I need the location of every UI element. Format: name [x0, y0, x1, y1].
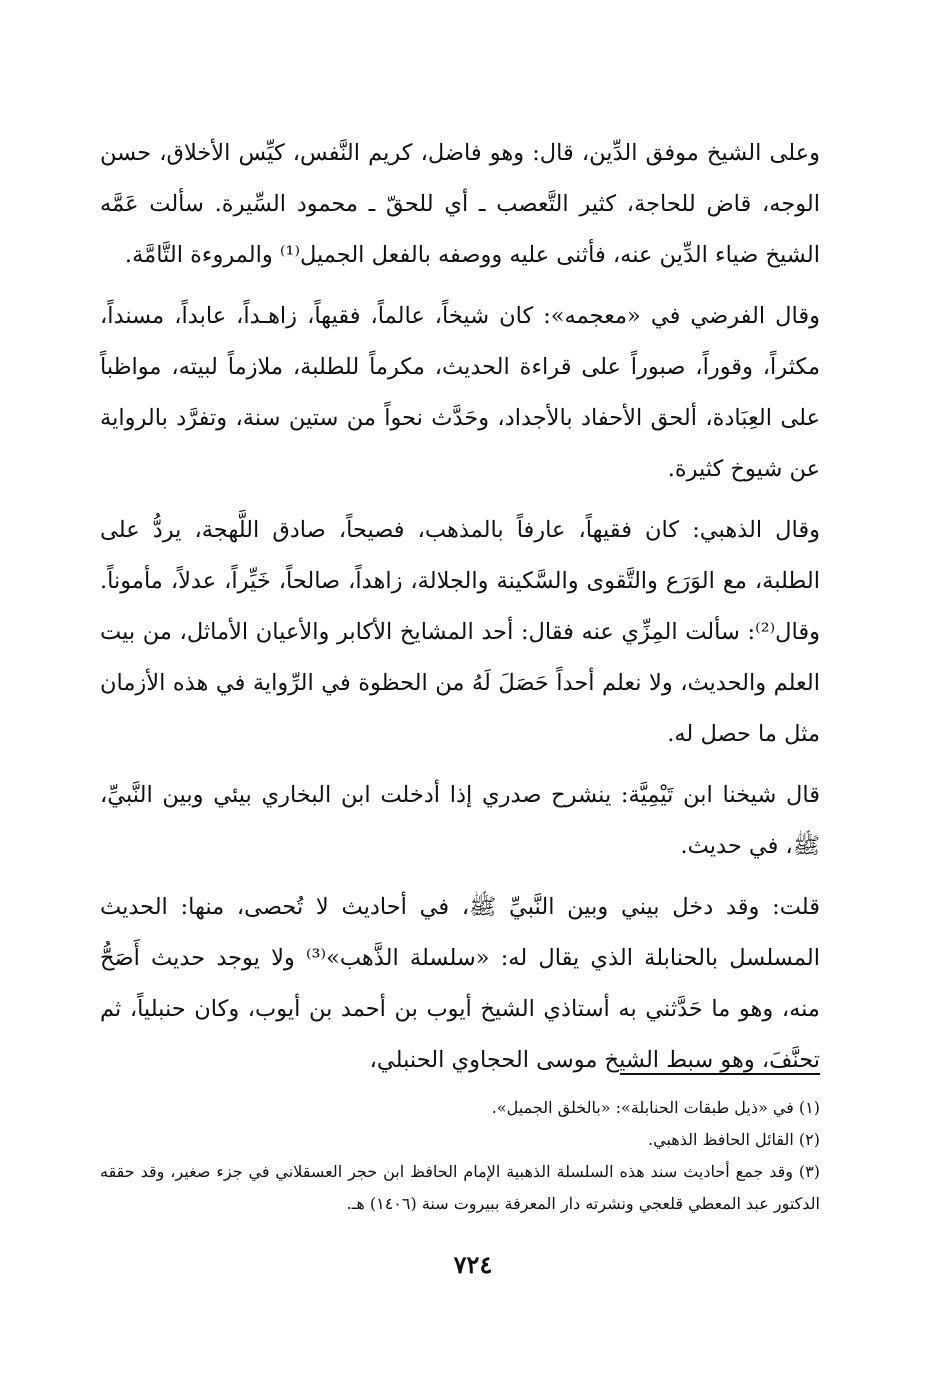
- footnote-3: (٣) وقد جمع أحاديث سند هذه السلسلة الذهبية الإمام الحافظ ابن حجر العسقلاني في جزء صغير، وقد حققه الدكتور عبد المعطي قلعجي ونشرته دار المعرفة ببيروت سنة (١٤٠٦) هـ.: [100, 1162, 821, 1213]
- main-body: [100, 128, 820, 1086]
- footnote-1: (١) في «ذيل طبقات الحنابلة»: «بالخلق الجميل».: [491, 1098, 820, 1117]
- body-paragraph: قلت: وقد دخل بيني وبين النَّبيِّ ﷺ، في أحاديث لا تُحصى، منها: الحديث المسلسل بالحنابلة الذي يقال له: «سلسلة الذَّهب»⁽³⁾ ولا يوجد حديث أَصَحُّ منه، وهو ما حَدَّثني به أستاذي الشيخ أيوب بن أحمد بن أيوب، وكان حنبلياً، ثم تحنَّفَ، وهو سبط الشيخ موسى الحجاوي الحنبلي،: [100, 894, 820, 1073]
- body-paragraph: وعلى الشيخ موفق الدِّين، قال: وهو فاضل، كريم النَّفس، كيِّس الأخلاق، حسن الوجه، قاض للحاجة، كثير التَّعصب ـ أي للحقّ ـ محمود السِّيرة. سألت عَمَّه الشيخ ضياء الدِّين عنه، فأثنى عليه ووصفه بالفعل الجميل⁽¹⁾ والمروءة التَّامَّة.: [100, 140, 820, 268]
- body-paragraph: قال شيخنا ابن تَيْمِيَّة: ينشرح صدري إذا أدخلت ابن البخاري بيئي وبين النَّبيِّ، ﷺ، في حديث.: [100, 782, 820, 859]
- footnote-separator: [620, 1073, 820, 1075]
- page-number: ٧٢٤: [453, 1250, 493, 1279]
- page-content: [100, 128, 820, 1096]
- body-paragraph: وقال الذهبي: كان فقيهاً، عارفاً بالمذهب، فصيحاً، صادق اللَّهجة، يردُّ على الطلبة، مع الوَرَع والتَّقوى والسَّكينة والجلالة، زاهداً، صالحاً، خَيِّراً، عدلاً، مأموناً. وقال⁽²⁾: سألت المِزِّي عنه فقال: أحد المشايخ الأكابر والأعيان الأماثل، من بيت العلم والحديث، ولا نعلم أحداً حَصَلَ لَهُ من الحظوة في الرِّواية في هذه الأزمان مثل ما حصل له.: [100, 517, 820, 747]
- footnote-2: (٢) القائل الحافظ الذهبي.: [648, 1130, 820, 1149]
- footnotes: [100, 1092, 820, 1220]
- body-paragraph: وقال الفرضي في «معجمه»: كان شيخاً، عالماً، فقيهاً، زاهـداً، عابداً، مسنداً، مكثراً، وقوراً، صبوراً على قراءة الحديث، مكرماً للطلبة، ملازماً لبيته، مواظباً على العِبَادة، ألحق الأحفاد بالأجداد، وحَدَّث نحواً من ستين سنة، وتفرَّد بالرواية عن شيوخ كثيرة.: [100, 303, 820, 482]
